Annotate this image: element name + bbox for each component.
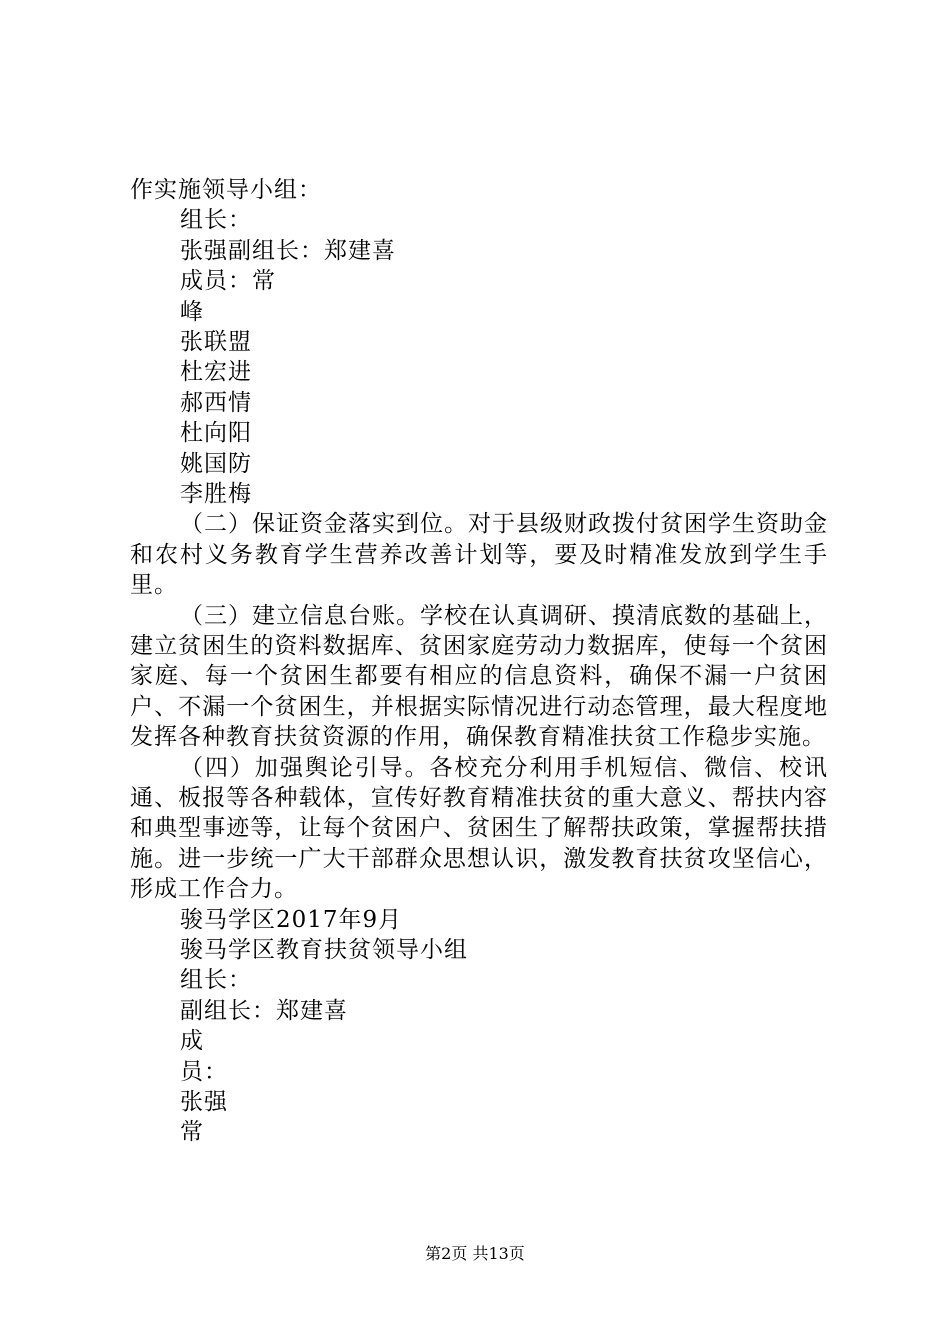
- text-line: 员：: [180, 1058, 228, 1085]
- text-line: 副组长：郑建喜: [180, 997, 348, 1024]
- text-line: 组长：: [180, 207, 252, 234]
- text-line: 张强: [180, 1088, 228, 1115]
- text-line: 李胜梅: [180, 480, 252, 507]
- document-body: [130, 175, 830, 1148]
- text-line: 张联盟: [180, 328, 252, 355]
- text-line: 组长：: [180, 967, 252, 994]
- text-line: 骏马学区教育扶贫领导小组: [180, 936, 468, 963]
- text-line: 作实施领导小组：: [130, 177, 322, 203]
- text-line: 杜宏进: [180, 359, 252, 386]
- text-line: 成: [180, 1028, 204, 1055]
- text-line: 姚国防: [180, 450, 252, 477]
- page-number-footer: 第2页 共13页: [425, 1244, 525, 1263]
- text-line: 骏马学区2017年9月: [180, 906, 403, 933]
- text-line: 郝西情: [180, 389, 252, 416]
- paragraph: （三）建立信息台账。学校在认真调研、摸清底数的基础上，建立贫困生的资料数据库、贫困家庭劳动力数据库，使每一个贫困家庭、每一个贫困生都要有相应的信息资料，确保不漏一户贫困户、不漏一个贫困生，并根据实际情况进行动态管理，最大程度地发挥各种教育扶贫资源的作用，确保教育精准扶贫工作稳步实施。: [130, 602, 828, 751]
- text-line: 张强副组长：郑建喜: [180, 237, 396, 264]
- text-line: 杜向阳: [180, 420, 252, 447]
- paragraph: （二）保证资金落实到位。对于县级财政拨付贫困学生资助金和农村义务教育学生营养改善计划等，要及时精准发放到学生手里。: [130, 511, 828, 599]
- text-line: 成员：常: [180, 268, 276, 295]
- text-line: 常: [180, 1119, 204, 1146]
- paragraph: （四）加强舆论引导。各校充分利用手机短信、微信、校讯通、板报等各种载体，宣传好教育精准扶贫的重大意义、帮扶内容和典型事迹等，让每个贫困户、贫困生了解帮扶政策，掌握帮扶措施。进一步统一广大干部群众思想认识，激发教育扶贫攻坚信心，形成工作合力。: [130, 754, 828, 903]
- text-line: 峰: [180, 298, 204, 325]
